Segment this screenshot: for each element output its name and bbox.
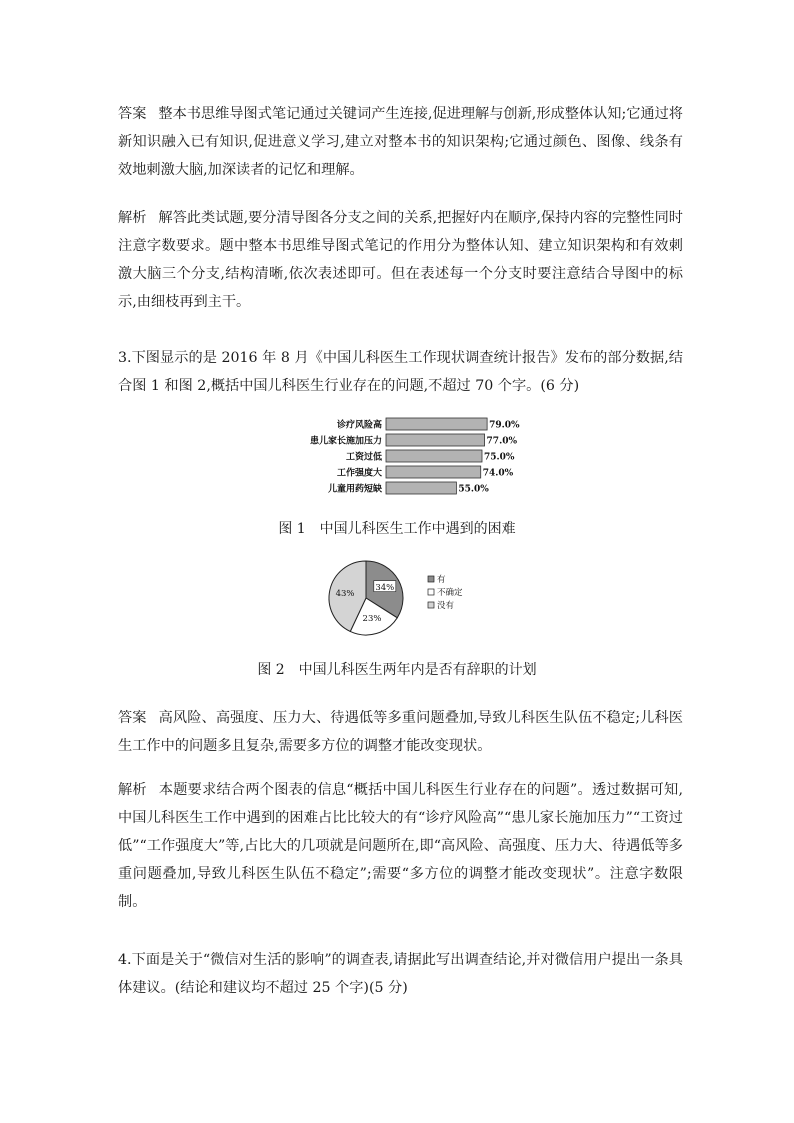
pie-value-label: 43%: [335, 588, 355, 599]
figure-1-bar-chart: [250, 412, 550, 502]
bar-value-label: 77.0%: [486, 436, 518, 447]
answer-1: [118, 100, 683, 184]
legend-swatch: [428, 602, 434, 608]
analysis-3-text: 本题要求结合两个图表的信息“概括中国儿科医生行业存在的问题”。透过数据可知,中国儿科医生工作中遇到的困难占比比较大的有“诊疗风险高”“患儿家长施加压力”“工资过低”“工作强度大”等,占比大的几项就是问题所在,即“高风险、高强度、压力大、待遇低等多重问题叠加,导致儿科医生队伍不稳定”;需要“多方位的调整才能改变现状”。注意字数限制。: [118, 782, 683, 910]
bar: [386, 418, 487, 430]
analysis-1: [118, 204, 683, 316]
bar: [386, 450, 482, 462]
answer-3: [118, 704, 683, 760]
bar-value-label: 55.0%: [458, 484, 489, 495]
question-3: [118, 344, 683, 400]
answer-3-text: 高风险、高强度、压力大、待遇低等多重问题叠加,导致儿科医生队伍不稳定;儿科医生工作中的问题多且复杂,需要多方位的调整才能改变现状。: [118, 710, 683, 754]
analysis-1-text: 解答此类试题,要分清导图各分支之间的关系,把握好内在顺序,保持内容的完整性同时注意字数要求。题中整本书思维导图式笔记的作用分为整体认知、建立知识架构和有效刺激大脑三个分支,结构清晰,依次表述即可。但在表述每一个分支时要注意结合导图中的标示,由细枝再到主干。: [118, 210, 683, 310]
bar-value-label: 75.0%: [484, 452, 515, 463]
bar-category-label: 工资过低: [345, 452, 382, 463]
question-4-text: 4.下面是关于“微信对生活的影响”的调查表,请据此写出调查结论,并对微信用户提出一条具体建议。(结论和建议均不超过 25 个字)(5 分): [118, 952, 683, 996]
pie-value-label: 23%: [362, 614, 382, 625]
bar-category-label: 诊疗风险高: [336, 420, 382, 431]
question-3-text: 3.下图显示的是 2016 年 8 月《中国儿科医生工作现状调查统计报告》发布的部分数据,结合图 1 和图 2,概括中国儿科医生行业存在的问题,不超过 70 个字。(6 分): [118, 350, 683, 394]
bar-value-label: 79.0%: [489, 420, 520, 431]
figure-2-caption: 图 2 中国儿科医生两年内是否有辞职的计划: [257, 662, 537, 678]
figure-2-pie-chart: [320, 556, 480, 640]
legend-label: 没有: [437, 601, 455, 611]
bar: [386, 434, 485, 446]
legend-swatch: [428, 576, 434, 582]
bar-category-label: 患儿家长施加压力: [309, 436, 382, 447]
figure-1-caption: 图 1 中国儿科医生工作中遇到的困难: [278, 521, 516, 537]
bar-category-label: 工作强度大: [336, 468, 382, 479]
answer-1-label: 答案: [118, 106, 147, 122]
bar: [386, 482, 456, 494]
analysis-3-label: 解析: [118, 782, 147, 798]
answer-1-text: 整本书思维导图式笔记通过关键词产生连接,促进理解与创新,形成整体认知;它通过将新知识融入已有知识,促进意义学习,建立对整本书的知识架构;它通过颜色、图像、线条有效地刺激大脑,加深读者的记忆和理解。: [118, 106, 683, 178]
analysis-1-label: 解析: [118, 210, 147, 226]
answer-3-label: 答案: [118, 710, 147, 726]
legend-label: 有: [437, 575, 446, 585]
question-4: [118, 946, 683, 1002]
bar-value-label: 74.0%: [482, 468, 514, 479]
bar-category-label: 儿童用药短缺: [327, 484, 382, 495]
pie-value-label: 34%: [375, 583, 395, 594]
analysis-3: [118, 776, 683, 916]
legend-swatch: [428, 589, 434, 595]
legend-label: 不确定: [437, 588, 463, 598]
bar: [386, 466, 481, 478]
